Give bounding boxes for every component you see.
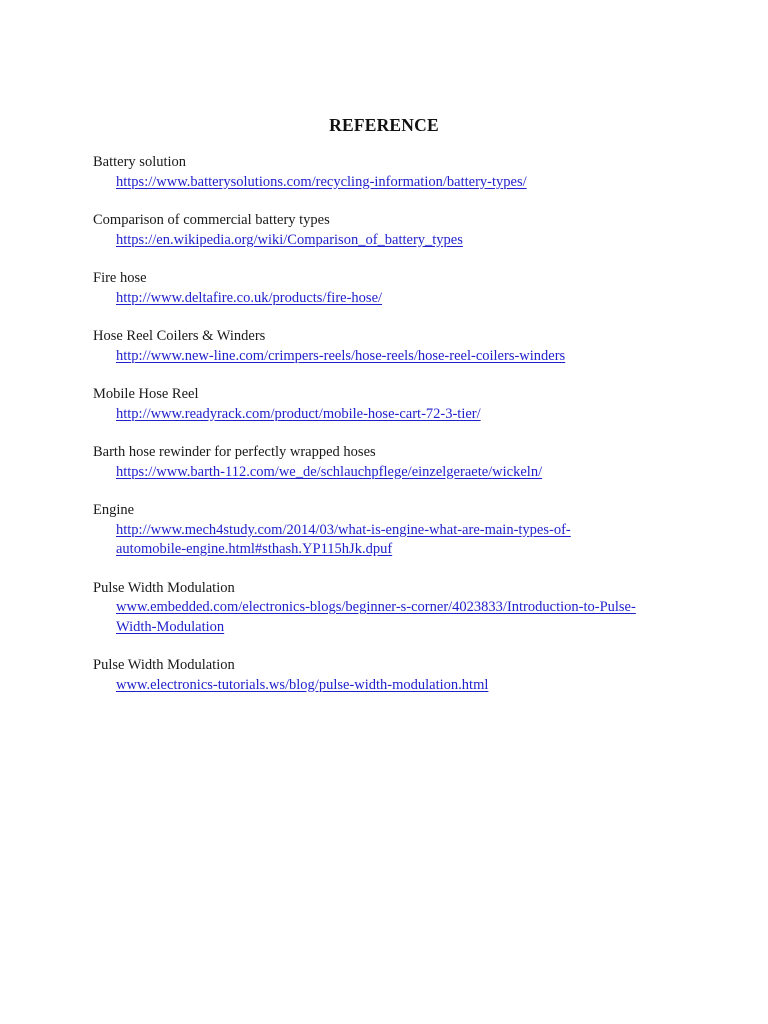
page-title: REFERENCE [329,115,439,135]
reference-item [93,385,693,424]
reference-link[interactable]: http://www.deltafire.co.uk/products/fire-hose/ [116,289,383,306]
reference-label: Comparison of commercial battery types [93,212,330,228]
reference-link-continuation[interactable]: Width-Modulation [116,618,225,635]
reference-item [93,153,693,192]
reference-link[interactable]: http://www.new-line.com/crimpers-reels/hose-reels/hose-reel-coilers-winders [116,347,566,364]
reference-label: Fire hose [93,270,147,286]
reference-label: Barth hose rewinder for perfectly wrapped hoses [93,444,376,460]
reference-link[interactable]: http://www.readyrack.com/product/mobile-hose-cart-72-3-tier/ [116,405,481,422]
reference-label: Hose Reel Coilers & Winders [93,328,266,344]
reference-item [93,211,693,250]
reference-item [93,327,693,366]
reference-item [93,656,693,695]
reference-label: Mobile Hose Reel [93,386,199,402]
reference-list [93,153,693,714]
reference-item [93,443,693,482]
reference-item [93,269,693,308]
reference-label: Battery solution [93,154,187,170]
reference-link-continuation[interactable]: automobile-engine.html#sthash.YP115hJk.dpuf [116,541,393,557]
reference-link[interactable]: https://www.barth-112.com/we_de/schlauchpflege/einzelgeraete/wickeln/ [116,463,543,480]
reference-label: Pulse Width Modulation [93,657,235,673]
reference-link[interactable]: www.electronics-tutorials.ws/blog/pulse-width-modulation.html [116,676,489,693]
reference-link[interactable]: https://www.batterysolutions.com/recycling-information/battery-types/ [116,173,527,190]
reference-item [93,501,693,560]
reference-label: Pulse Width Modulation [93,579,235,596]
reference-link[interactable]: http://www.mech4study.com/2014/03/what-is-engine-what-are-main-types-of- [116,521,571,538]
reference-label: Engine [93,502,135,518]
reference-item [93,579,693,638]
reference-link[interactable]: https://en.wikipedia.org/wiki/Comparison_of_battery_types [116,231,463,248]
reference-link[interactable]: www.embedded.com/electronics-blogs/beginner-s-corner/4023833/Introduction-to-Pulse- [116,599,636,615]
